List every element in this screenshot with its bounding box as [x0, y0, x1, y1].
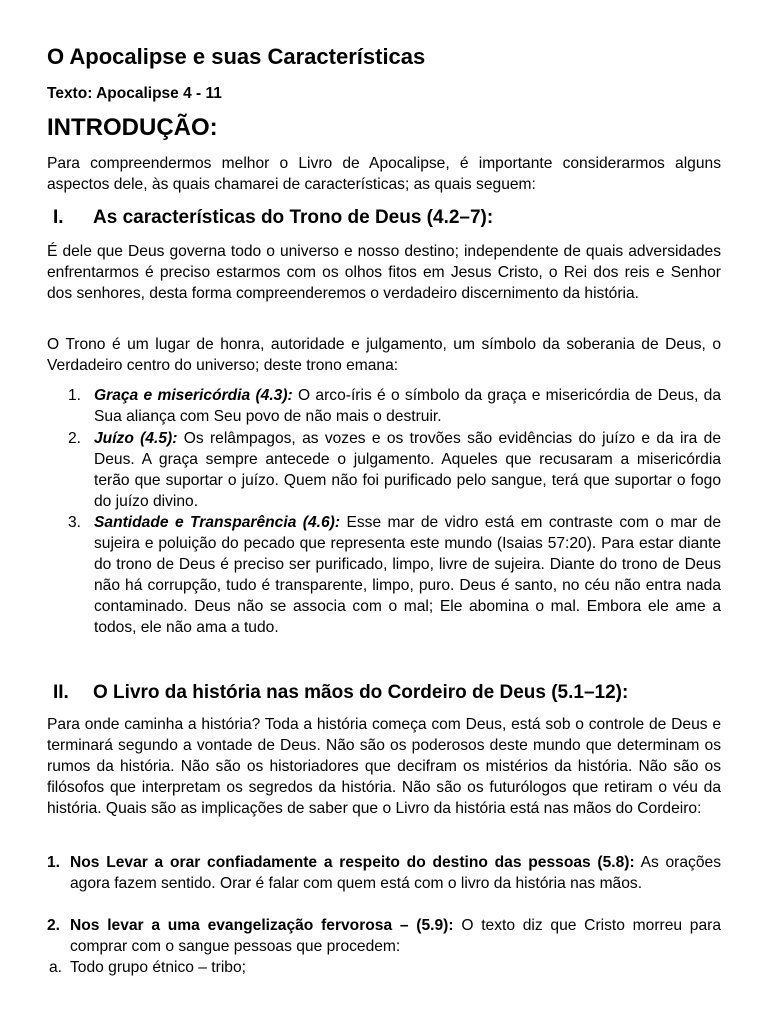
document-title: O Apocalipse e suas Características	[47, 44, 426, 69]
list-item-text: Os relâmpagos, as vozes e os trovões são evidências do juízo e da ira de Deus. A graça sempre antecede o julgamento. Aqueles que recusaram a misericórdia terão que suportar o juízo. Quem não foi purificado pelo sangue, terá que suportar o fogo do juízo divino.	[94, 430, 721, 510]
section-2-title: O Livro da história nas mãos do Cordeiro de Deus (5.1–12):	[93, 682, 629, 703]
section-1-paragraph-1: É dele que Deus governa todo o universo e nosso destino; independente de quais adversidades enfrentarmos é preciso estarmos com os olhos fitos em Jesus Cristo, o Rei dos reis e Senhor dos senhores, desta forma compreenderemos o verdadeiro discernimento da história.	[47, 243, 721, 302]
list-item	[47, 385, 721, 427]
sub-list-item-letter: a.	[49, 959, 63, 976]
list-item-number: 1.	[68, 387, 82, 404]
list-item	[47, 852, 721, 894]
section-1-heading	[47, 207, 721, 229]
list-item-text: Esse mar de vidro está em contraste com o mar de sujeira e poluição do pecado que representa este mundo (Isaias 57:20). Para estar diante do trono de Deus é preciso ser purificado, limpo, livre de sujeira. Diante do trono de Deus não há corrupção, tudo é transparente, limpo, puro. Deus é santo, no céu não entra nada contaminado. Deus não se associa com o mal; Ele abomina o mal. Embora ele ame a todos, ele não ama a tudo.	[94, 514, 721, 636]
list-item-text: As orações agora fazem sentido. Orar é falar com quem está com o livro da história nas mãos.	[70, 854, 721, 892]
list-item-number: 2.	[68, 430, 82, 447]
sub-list-item-text: Todo grupo étnico – tribo;	[70, 959, 246, 976]
list-item-number: 2.	[47, 917, 61, 934]
list-item	[47, 428, 721, 512]
list-item-text: O arco-íris é o símbolo da graça e misericórdia de Deus, da Sua aliança com Seu povo de não mais o destruir.	[94, 387, 721, 425]
list-item-lead: Graça e misericórdia (4.3):	[94, 387, 293, 404]
sub-list-item	[47, 957, 246, 978]
section-1-number: I.	[53, 207, 64, 228]
list-item	[47, 915, 721, 957]
list-item-text: O texto diz que Cristo morreu para comprar com o sangue pessoas que procedem:	[70, 917, 721, 955]
section-1-paragraph-2: O Trono é um lugar de honra, autoridade e julgamento, um símbolo da soberania de Deus, o Verdadeiro centro do universo; deste trono emana:	[47, 336, 721, 374]
intro-heading: INTRODUÇÃO:	[47, 114, 218, 141]
list-item-lead: Nos Levar a orar confiadamente a respeito do destino das pessoas (5.8):	[70, 854, 635, 871]
section-1-title: As características do Trono de Deus (4.2–7):	[93, 207, 494, 228]
list-item-lead: Juízo (4.5):	[94, 430, 178, 447]
list-item	[47, 512, 721, 638]
section-2-heading	[47, 682, 721, 704]
list-item-lead: Nos levar a uma evangelização fervorosa – (5.9):	[70, 917, 454, 934]
intro-paragraph: Para compreendermos melhor o Livro de Apocalipse, é importante considerarmos alguns aspectos dele, às quais chamarei de características; as quais seguem:	[47, 155, 721, 193]
list-item-number: 1.	[47, 854, 61, 871]
section-2-number: II.	[53, 682, 69, 703]
section-2-paragraph-1: Para onde caminha a história? Toda a história começa com Deus, está sob o controle de Deus e terminará segundo a vontade de Deus. Não são os poderosos deste mundo que determinam os rumos da história. Não são os historiadores que decifram os mistérios da história. Não são os filósofos que interpretam os segredos da história. Não são os futurólogos que retiram o véu da história. Quais são as implicações de saber que o Livro da história está nas mãos do Cordeiro:	[47, 716, 721, 817]
list-item-lead: Santidade e Transparência (4.6):	[94, 514, 341, 531]
list-item-number: 3.	[68, 514, 82, 531]
document-subtitle: Texto: Apocalipse 4 - 11	[47, 85, 222, 102]
